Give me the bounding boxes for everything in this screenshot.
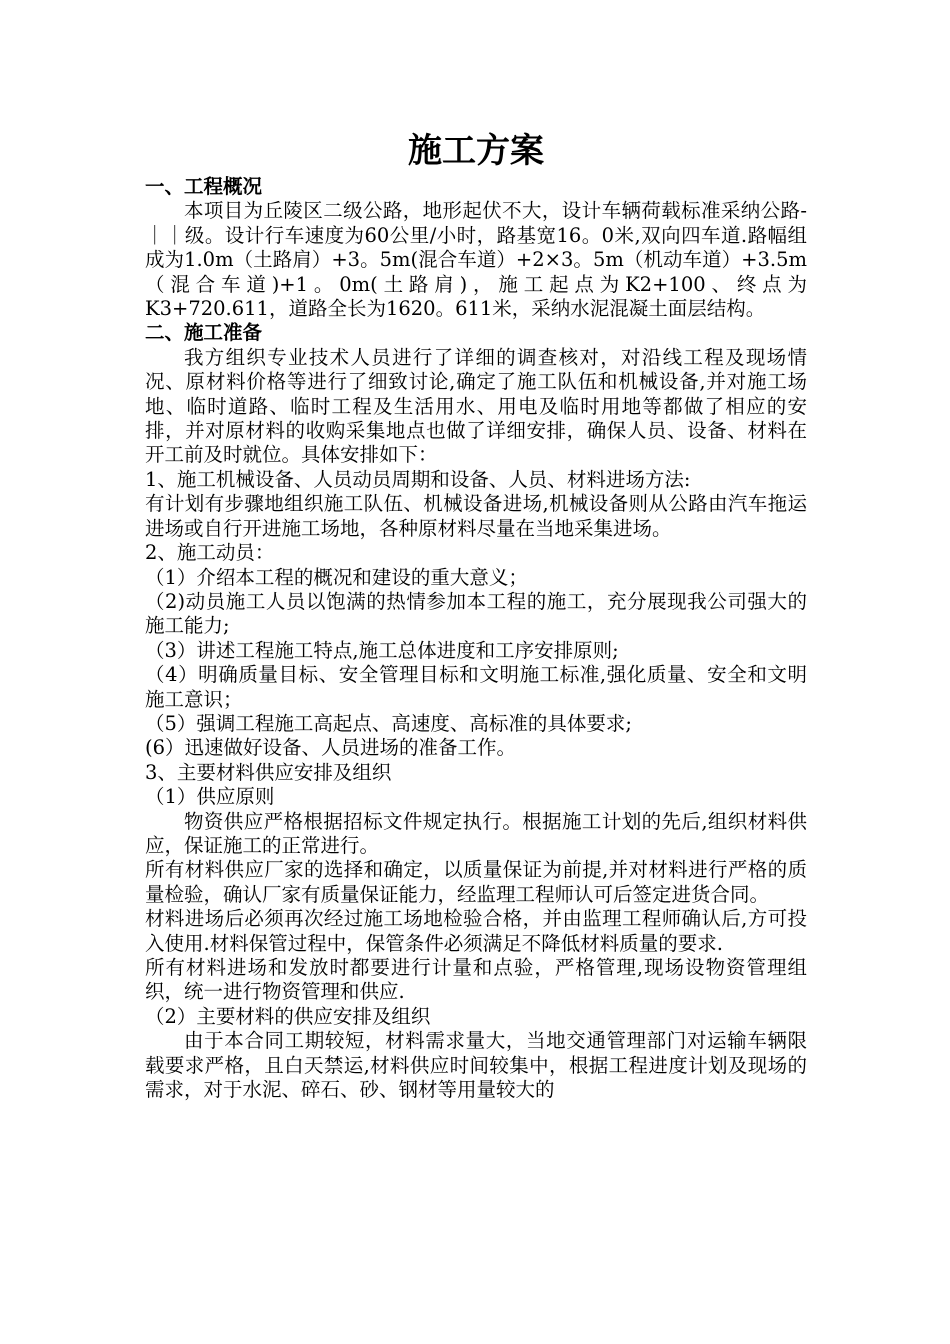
document-title: 施工方案 <box>408 131 544 171</box>
section-heading-preparation: 二、施工准备 <box>145 321 263 345</box>
overview-paragraph: 本项目为丘陵区二级公路，地形起伏不大，设计车辆荷载标准采纳公路-｜｜级。设计行车速度为60公里/小时，路基宽16。0米,双向四车道.路幅组成为1.0m（土路肩）+3。5m(混合车道）+2×3。5m（机动车道）+3.5m（混合车道)+1。0m(土路肩)，施工起点为K2+100、终点为K3+720.611，道路全长为1620。611米，采纳水泥混凝土面层结构。 <box>145 199 807 321</box>
list-item: （5）强调工程施工高起点、高速度、高标准的具体要求; <box>145 711 632 735</box>
item3-heading: 3、主要材料供应安排及组织 <box>145 760 392 784</box>
section-heading-overview: 一、工程概况 <box>145 175 263 198</box>
sub2-paragraph: 由于本合同工期较短，材料需求量大，当地交通管理部门对运输车辆限载要求严格，且白天禁运,材料供应时间较集中，根据工程进度计划及现场的需求，对于水泥、碎石、砂、钢材等用量较大的 <box>145 1029 807 1102</box>
sub1-paragraph: 物资供应严格根据招标文件规定执行。根据施工计划的先后,组织材料供应，保证施工的正常进行。 <box>145 809 807 857</box>
sub1-paragraph: 材料进场后必须再次经过施工场地检验合格，并由监理工程师确认后,方可投入使用.材料保管过程中，保管条件必须满足不降低材料质量的要求. <box>145 907 807 955</box>
item1-heading: 1、施工机械设备、人员动员周期和设备、人员、材料进场方法: <box>145 467 691 491</box>
sub1-heading: （1）供应原则 <box>145 785 275 809</box>
sub2-heading: （2）主要材料的供应安排及组织 <box>145 1004 431 1028</box>
sub1-paragraph: 所有材料进场和发放时都要进行计量和点验，严格管理,现场设物资管理组织，统一进行物资管理和供应. <box>145 956 807 1004</box>
list-item: （2)动员施工人员以饱满的热情参加本工程的施工，充分展现我公司强大的施工能力; <box>145 589 807 638</box>
item1-text: 有计划有步骤地组织施工队伍、机械设备进场,机械设备则从公路由汽车拖运进场或自行开进施工场地，各种原材料尽量在当地采集进场。 <box>145 492 807 540</box>
list-item: (6）迅速做好设备、人员进场的准备工作。 <box>145 736 517 760</box>
item2-heading: 2、施工动员： <box>145 541 275 565</box>
list-item: （3）讲述工程施工特点,施工总体进度和工序安排原则; <box>145 638 619 662</box>
list-item: （1）介绍本工程的概况和建设的重大意义； <box>145 565 528 589</box>
list-item: （4）明确质量目标、安全管理目标和文明施工标准,强化质量、安全和文明施工意识； <box>145 663 807 711</box>
preparation-paragraph: 我方组织专业技术人员进行了详细的调查核对，对沿线工程及现场情况、原材料价格等进行了细致讨论,确定了施工队伍和机械设备,并对施工场地、临时道路、临时工程及生活用水、用电及临时用地等都做了相应的安排，并对原材料的收购采集地点也做了详细安排，确保人员、设备、材料在开工前及时就位。具体安排如下： <box>145 345 807 467</box>
sub1-paragraph: 所有材料供应厂家的选择和确定，以质量保证为前提,并对材料进行严格的质量检验，确认厂家有质量保证能力，经监理工程师认可后签定进货合同。 <box>145 858 807 906</box>
document-page <box>145 125 807 1102</box>
